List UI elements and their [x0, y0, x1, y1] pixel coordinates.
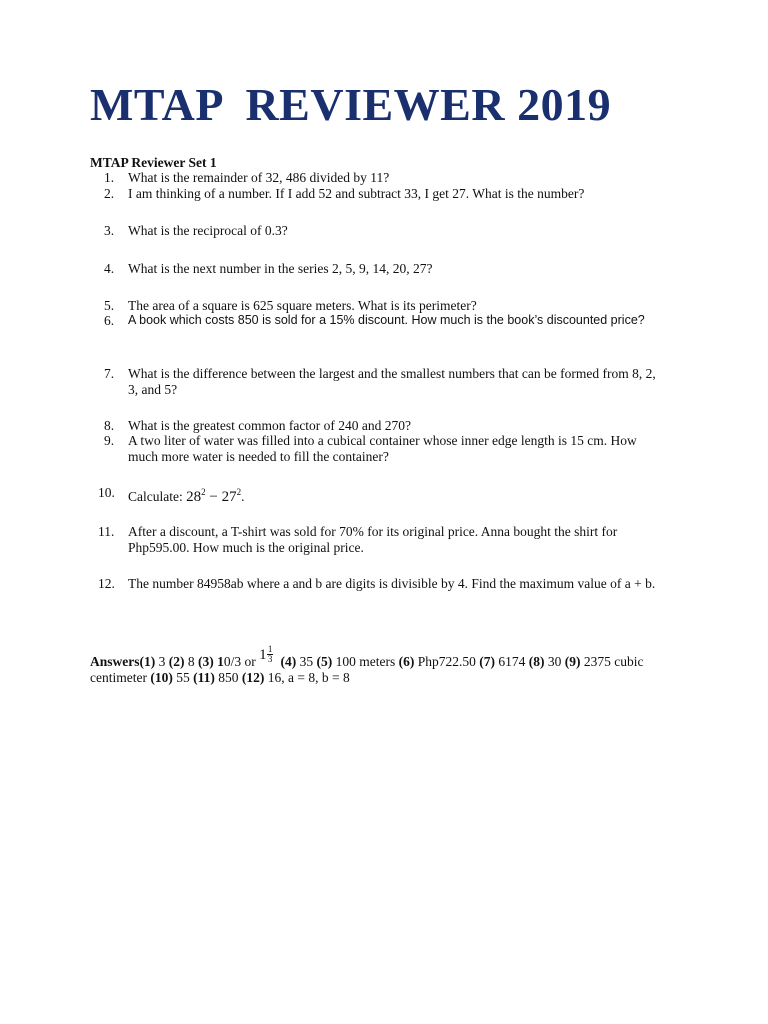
expr-minus: − — [205, 489, 222, 505]
question-number: 8. — [104, 418, 115, 433]
question-7 — [104, 366, 664, 397]
question-11 — [98, 524, 664, 555]
question-number: 10. — [98, 485, 115, 500]
question-text: A two liter of water was filled into a cubical container whose inner edge length is 15 cm. How much more water is needed to fill the container? — [128, 433, 637, 464]
answers-label: Answers — [90, 654, 140, 669]
question-number: 12. — [98, 576, 115, 591]
answer-7: 6174 — [495, 654, 529, 669]
answer-11: 850 — [214, 670, 242, 685]
answer-1: 3 — [155, 654, 169, 669]
math-expression — [186, 489, 241, 505]
question-2 — [104, 186, 664, 202]
answer-6: Php722.50 — [414, 654, 480, 669]
question-8 — [104, 418, 664, 434]
answer-8: 30 — [544, 654, 565, 669]
question-12 — [98, 576, 664, 592]
fraction-denominator: 3 — [267, 654, 273, 664]
question-3 — [104, 223, 664, 239]
page-title: MTAP REVIEWER 2019 — [90, 79, 612, 130]
expr-exponent-b: 2 — [236, 487, 242, 497]
answer-key-7: (7) — [479, 654, 496, 669]
question-text-tail: . — [241, 489, 245, 504]
question-text — [128, 485, 664, 506]
question-text: I am thinking of a number. If I add 52 and subtract 33, I get 27. What is the number? — [128, 186, 585, 201]
question-text: What is the reciprocal of 0.3? — [128, 223, 288, 238]
mixed-fraction — [259, 644, 277, 667]
answer-key-8: (8) — [528, 654, 545, 669]
set-heading: MTAP Reviewer Set 1 — [90, 155, 217, 170]
answer-key — [90, 644, 680, 686]
question-text: The number 84958ab where a and b are digits is divisible by 4. Find the maximum value of a + b. — [128, 576, 656, 591]
question-text: What is the greatest common factor of 240 and 270? — [128, 418, 412, 433]
answer-key-5: (5) — [316, 654, 333, 669]
question-5 — [104, 298, 664, 314]
answer-9: 2375 cubic centimeter — [90, 654, 644, 685]
answer-3: 0/3 or — [223, 654, 260, 669]
answer-2: 8 — [184, 654, 198, 669]
question-4 — [104, 261, 664, 277]
question-1 — [104, 170, 664, 186]
answer-10: 55 — [172, 670, 194, 685]
question-number: 2. — [104, 186, 115, 201]
question-9 — [104, 433, 664, 464]
answer-key-4: (4) — [277, 654, 297, 669]
answer-key-1: (1) — [139, 654, 156, 669]
question-number: 4. — [104, 261, 115, 276]
answer-5: 100 meters — [332, 654, 399, 669]
question-text: The area of a square is 625 square meters. What is its perimeter? — [128, 298, 477, 313]
answer-12: 16, a = 8, b = 8 — [264, 670, 350, 685]
question-number: 6. — [104, 313, 115, 328]
fraction-numerator: 1 — [267, 644, 273, 654]
question-text: What is the difference between the largest and the smallest numbers that can be formed from 8, 2, 3, and 5? — [128, 366, 656, 397]
answer-4: 35 — [296, 654, 317, 669]
question-text: What is the next number in the series 2, 5, 9, 14, 20, 27? — [128, 261, 433, 276]
question-number: 3. — [104, 223, 115, 238]
expr-base-a: 28 — [186, 489, 202, 505]
question-text: After a discount, a T-shirt was sold for 70% for its original price. Anna bought the shirt for Php595.00. How much is the original price. — [128, 524, 618, 555]
answer-key-9: (9) — [564, 654, 581, 669]
answer-key-10: (10) — [150, 670, 173, 685]
answer-key-12: (12) — [241, 670, 265, 685]
answer-key-3: (3) — [198, 654, 214, 669]
expr-exponent-a: 2 — [201, 487, 206, 497]
question-text: What is the remainder of 32, 486 divided by 11? — [128, 170, 390, 185]
question-6 — [104, 313, 664, 329]
question-text-prefix: Calculate: — [128, 489, 187, 504]
fraction-stack — [267, 645, 273, 664]
answer-key-6: (6) — [398, 654, 415, 669]
answer-3-bold: 1 — [213, 654, 224, 669]
question-number: 9. — [104, 433, 115, 448]
question-number: 1. — [104, 170, 115, 185]
question-10 — [98, 485, 664, 506]
question-number: 7. — [104, 366, 115, 381]
expr-base-b: 27 — [221, 489, 237, 505]
question-text: A book which costs 850 is sold for a 15% discount. How much is the book’s discounted price? — [128, 313, 645, 327]
answer-key-11: (11) — [193, 670, 215, 685]
question-number: 5. — [104, 298, 115, 313]
answer-key-2: (2) — [168, 654, 185, 669]
question-number: 11. — [98, 524, 115, 539]
fraction-whole: 1 — [259, 647, 267, 663]
